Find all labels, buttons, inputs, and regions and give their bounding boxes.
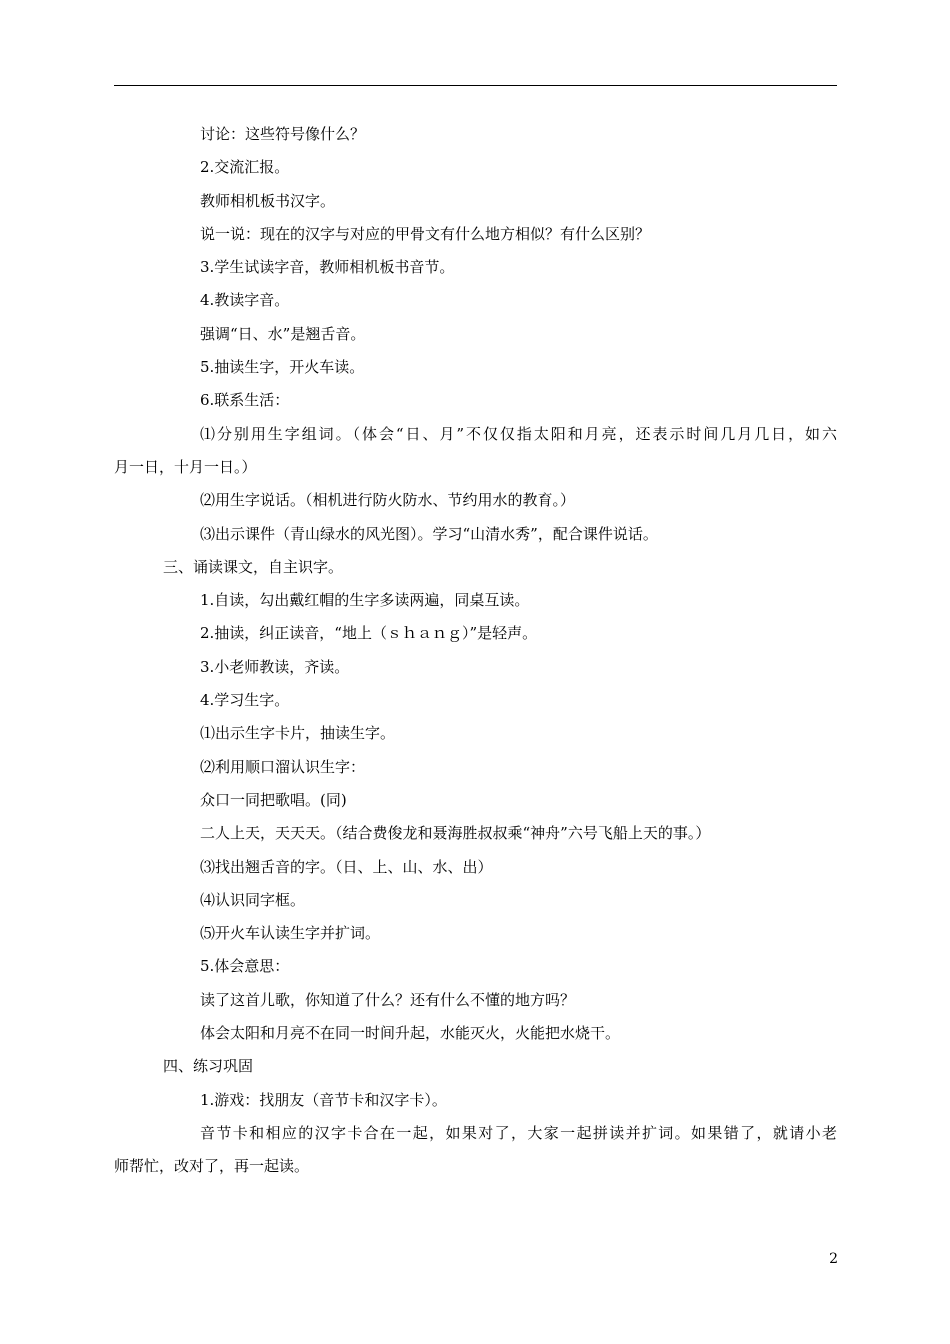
paragraph-line: 说一说：现在的汉字与对应的甲骨文有什么地方相似？有什么区别？ — [200, 224, 651, 243]
paragraph-line: ⑵用生字说话。（相机进行防火防水、节约用水的教育。） — [200, 491, 576, 510]
section-heading: 三、诵读课文，自主识字。 — [163, 557, 344, 576]
paragraph-line: 月一日，十月一日。） — [114, 457, 257, 476]
document-body — [114, 118, 837, 1184]
paragraph-line: 2.交流汇报。 — [200, 158, 290, 177]
paragraph-line: 3.学生试读字音，教师相机板书音节。 — [200, 258, 455, 277]
paragraph-line: 5.抽读生字，开火车读。 — [200, 358, 365, 377]
paragraph-line: 4.教读字音。 — [200, 291, 290, 310]
paragraph-line: 体会太阳和月亮不在同一时间升起，水能灭火，火能把水烧干。 — [200, 1024, 621, 1043]
paragraph-line: 1.自读，勾出戴红帽的生字多读两遍，同桌互读。 — [200, 591, 530, 610]
paragraph-line: 5.体会意思： — [200, 957, 290, 976]
paragraph-line: 1.游戏：找朋友（音节卡和汉字卡）。 — [200, 1090, 447, 1109]
paragraph-line: 6.联系生活： — [200, 391, 290, 410]
paragraph-line: ⑸开火车认读生字并扩词。 — [200, 924, 381, 943]
paragraph-line: 讨论：这些符号像什么？ — [200, 125, 366, 143]
paragraph-line: 强调“日、水”是翘舌音。 — [200, 324, 366, 343]
paragraph-line: 众口一同把歌唱。(同) — [200, 790, 347, 809]
header-rule — [114, 85, 837, 86]
paragraph-line: ⑶找出翘舌音的字。（日、上、山、水、出） — [200, 857, 493, 876]
paragraph-line: 2.抽读，纠正读音，“地上（ｓｈａｎｇ）”是轻声。 — [200, 624, 538, 643]
paragraph-line: 师帮忙，改对了，再一起读。 — [114, 1157, 310, 1176]
page-number: 2 — [829, 1251, 838, 1267]
paragraph-line: 3.小老师教读，齐读。 — [200, 657, 350, 676]
paragraph-line: 读了这首儿歌，你知道了什么？还有什么不懂的地方吗？ — [200, 990, 576, 1009]
paragraph-line: 教师相机板书汉字。 — [200, 191, 336, 210]
paragraph-line: 二人上天，天天天。（结合费俊龙和聂海胜叔叔乘“神舟”六号飞船上天的事。） — [200, 824, 711, 843]
paragraph-line: ⑴出示生字卡片，抽读生字。 — [200, 724, 396, 743]
paragraph-line: ⑴分别用生字组词。（体会“日、月”不仅仅指太阳和月亮，还表示时间几月几日，如六 — [200, 424, 837, 443]
section-heading: 四、练习巩固 — [163, 1057, 254, 1076]
paragraph-line: 音节卡和相应的汉字卡合在一起，如果对了，大家一起拼读并扩词。如果错了，就请小老 — [200, 1123, 837, 1142]
paragraph-line: ⑷认识同字框。 — [200, 890, 306, 909]
paragraph-line: ⑶出示课件（青山绿水的风光图）。学习“山清水秀”，配合课件说话。 — [200, 524, 658, 543]
paragraph-line: ⑵利用顺口溜认识生字： — [200, 757, 366, 776]
paragraph-line: 4.学习生字。 — [200, 691, 290, 710]
